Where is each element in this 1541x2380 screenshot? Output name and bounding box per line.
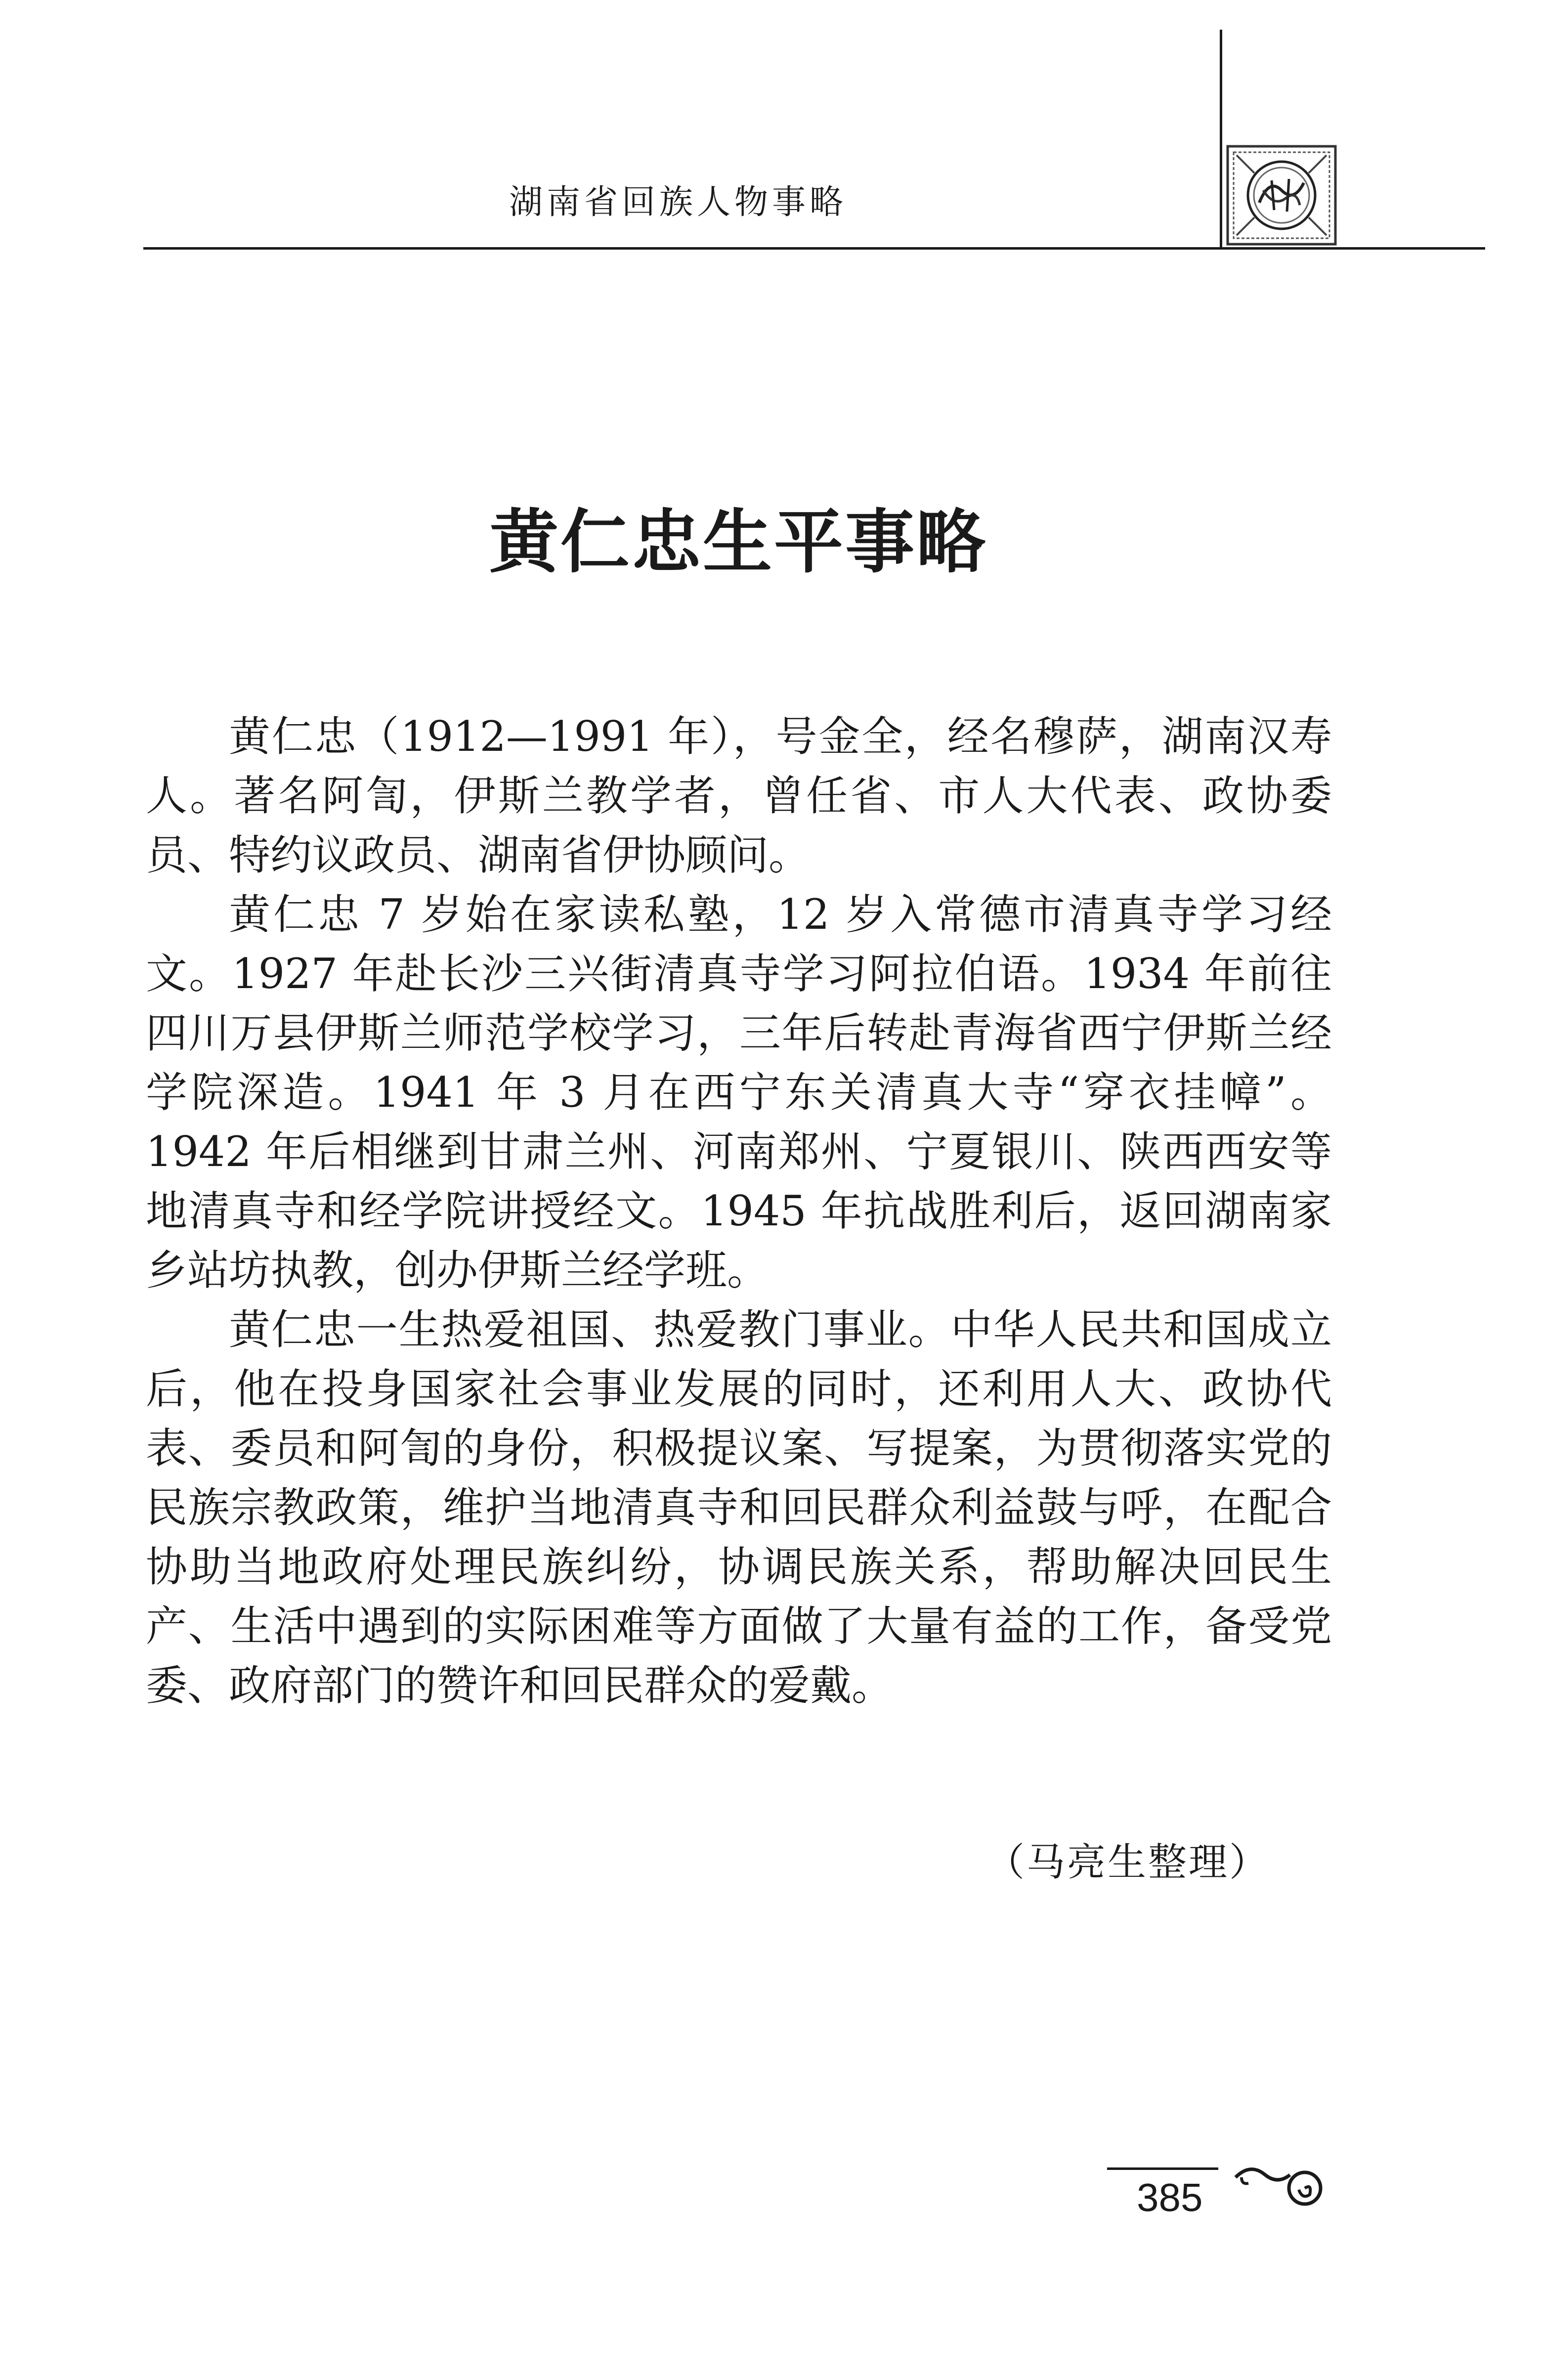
article-body (146, 707, 1332, 1715)
paragraph: 黄仁忠 7 岁始在家读私塾，12 岁入常德市清真寺学习经文。1927 年赴长沙三兴街清真寺学习阿拉伯语。1934 年前往四川万县伊斯兰师范学校学习，三年后转赴青海省西宁伊斯兰经学院深造。1941 年 3 月在西宁东关清真大寺“穿衣挂幛”。1942 年后相继到甘肃兰州、河南郑州、宁夏银川、陕西西安等地清真寺和经学院讲授经文。1945 年抗战胜利后，返回湖南家乡站坊执教，创办伊斯兰经学班。 (146, 890, 1332, 1295)
article-title: 黄仁忠生平事略 (489, 502, 988, 583)
header-rule (143, 247, 1485, 250)
page-number-rule (1107, 2167, 1218, 2170)
header-vertical-rule (1220, 30, 1222, 248)
page-number: 385 (1137, 2175, 1203, 2219)
calligraphy-emblem-icon (1225, 143, 1338, 247)
paragraph: 黄仁忠一生热爱祖国、热爱教门事业。中华人民共和国成立后，他在投身国家社会事业发展的同时，还利用人大、政协代表、委员和阿訇的身份，积极提议案、写提案，为贯彻落实党的民族宗教政策，维护当地清真寺和回民群众利益鼓与呼，在配合协助当地政府处理民族纠纷，协调民族关系，帮助解决回民生产、生活中遇到的实际困难等方面做了大量有益的工作，备受党委、政府部门的赞许和回民群众的爱戴。 (146, 1305, 1332, 1710)
author-credit: （马亮生整理） (986, 1840, 1270, 1885)
paragraph: 黄仁忠（1912—1991 年），号金全，经名穆萨，湖南汉寿人。著名阿訇，伊斯兰教学者，曾任省、市人大代表、政协委员、特约议政员、湖南省伊协顾问。 (146, 712, 1332, 879)
scroll-ornament-icon (1231, 2158, 1329, 2212)
running-header-title: 湖南省回族人物事略 (509, 183, 848, 222)
